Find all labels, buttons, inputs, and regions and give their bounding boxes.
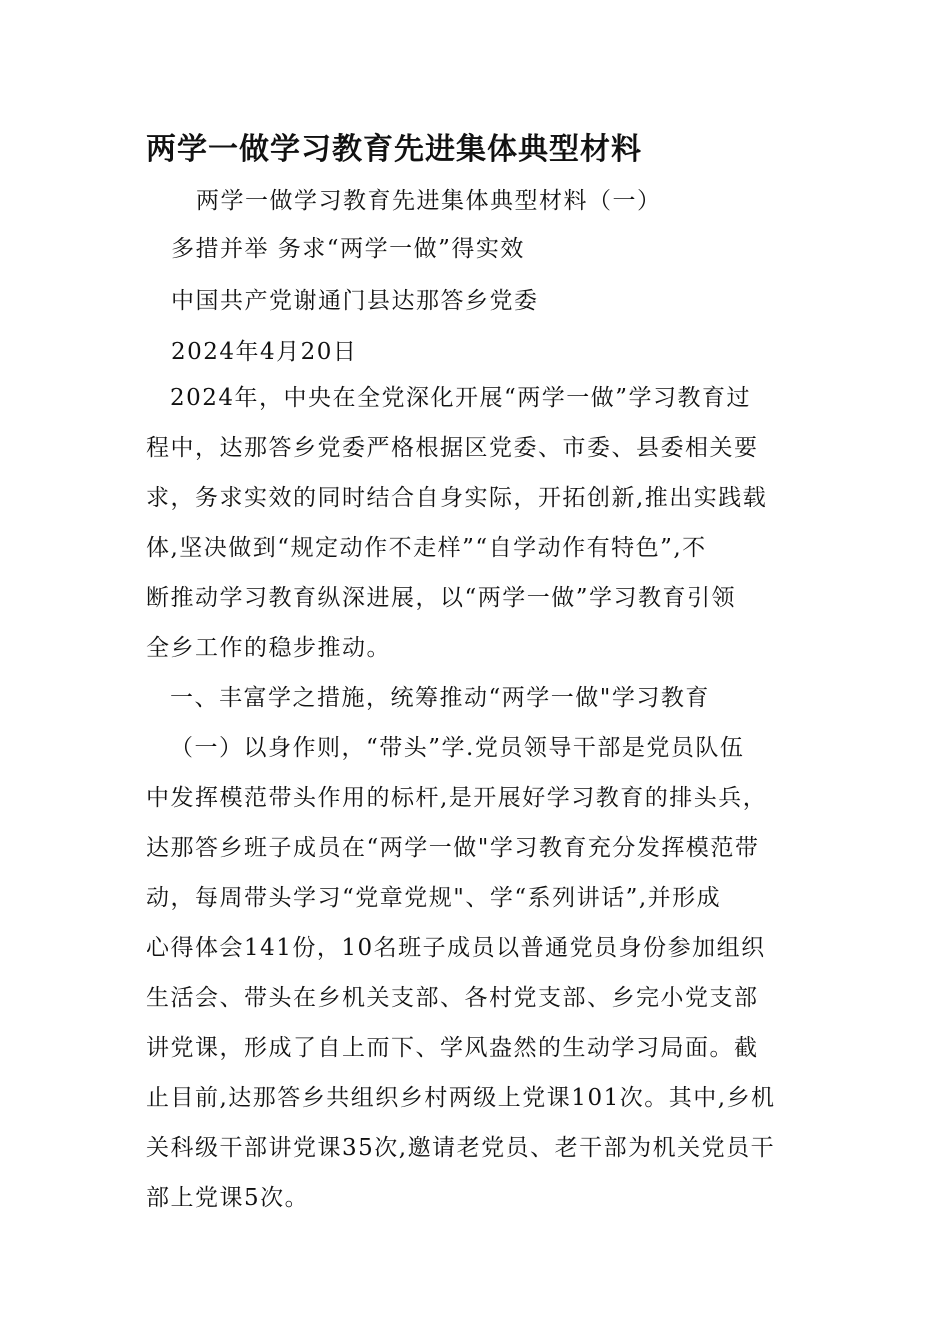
paragraph-line: 2024年，中央在全党深化开展“两学一做”学习教育过 bbox=[170, 385, 752, 411]
paragraph-line: 部上党课5次。 bbox=[146, 1185, 310, 1211]
paragraph-section-1 bbox=[146, 723, 776, 1223]
document-date: 2024年4月20日 bbox=[171, 339, 358, 365]
paragraph-line: 中发挥模范带头作用的标杆,是开展好学习教育的排头兵， bbox=[146, 785, 768, 811]
paragraph-line: 讲党课，形成了自上而下、学风盎然的生动学习局面。截 bbox=[146, 1035, 759, 1061]
paragraph-line: 全乡工作的稳步推动。 bbox=[146, 635, 391, 661]
section-heading-1 bbox=[146, 673, 710, 723]
paragraph-line: 程中，达那答乡党委严格根据区党委、市委、县委相关要 bbox=[146, 435, 759, 461]
paragraph-line: 心得体会141份，10名班子成员以普通党员身份参加组织 bbox=[146, 935, 766, 961]
document-title: 两学一做学习教育先进集体典型材料 bbox=[146, 132, 642, 167]
paragraph-line: 断推动学习教育纵深进展，以“两学一做”学习教育引领 bbox=[146, 585, 737, 611]
document-headline: 多措并举 务求“两学一做”得实效 bbox=[171, 236, 525, 262]
paragraph-line: 体,坚决做到“规定动作不走样”“自学动作有特色”,不 bbox=[146, 535, 707, 561]
issuing-organization: 中国共产党谢通门县达那答乡党委 bbox=[171, 288, 539, 314]
paragraph-line: 生活会、带头在乡机关支部、各村党支部、乡完小党支部 bbox=[146, 985, 759, 1011]
paragraph-line: （一）以身作则，“带头”学.党员领导干部是党员队伍 bbox=[170, 735, 745, 761]
paragraph-intro bbox=[146, 373, 767, 673]
paragraph-line: 止目前,达那答乡共组织乡村两级上党课101次。其中,乡机 bbox=[146, 1085, 776, 1111]
paragraph-line: 关科级干部讲党课35次,邀请老党员、老干部为机关党员干 bbox=[146, 1135, 776, 1161]
paragraph-line: 动，每周带头学习“党章党规"、学“系列讲话”,并形成 bbox=[146, 885, 722, 911]
section-heading-text: 一、丰富学之措施，统筹推动“两学一做"学习教育 bbox=[170, 685, 710, 711]
paragraph-line: 求，务求实效的同时结合自身实际，开拓创新,推出实践载 bbox=[146, 485, 768, 511]
document-subtitle: 两学一做学习教育先进集体典型材料（一） bbox=[196, 188, 662, 214]
paragraph-line: 达那答乡班子成员在“两学一做"学习教育充分发挥模范带 bbox=[146, 835, 760, 861]
